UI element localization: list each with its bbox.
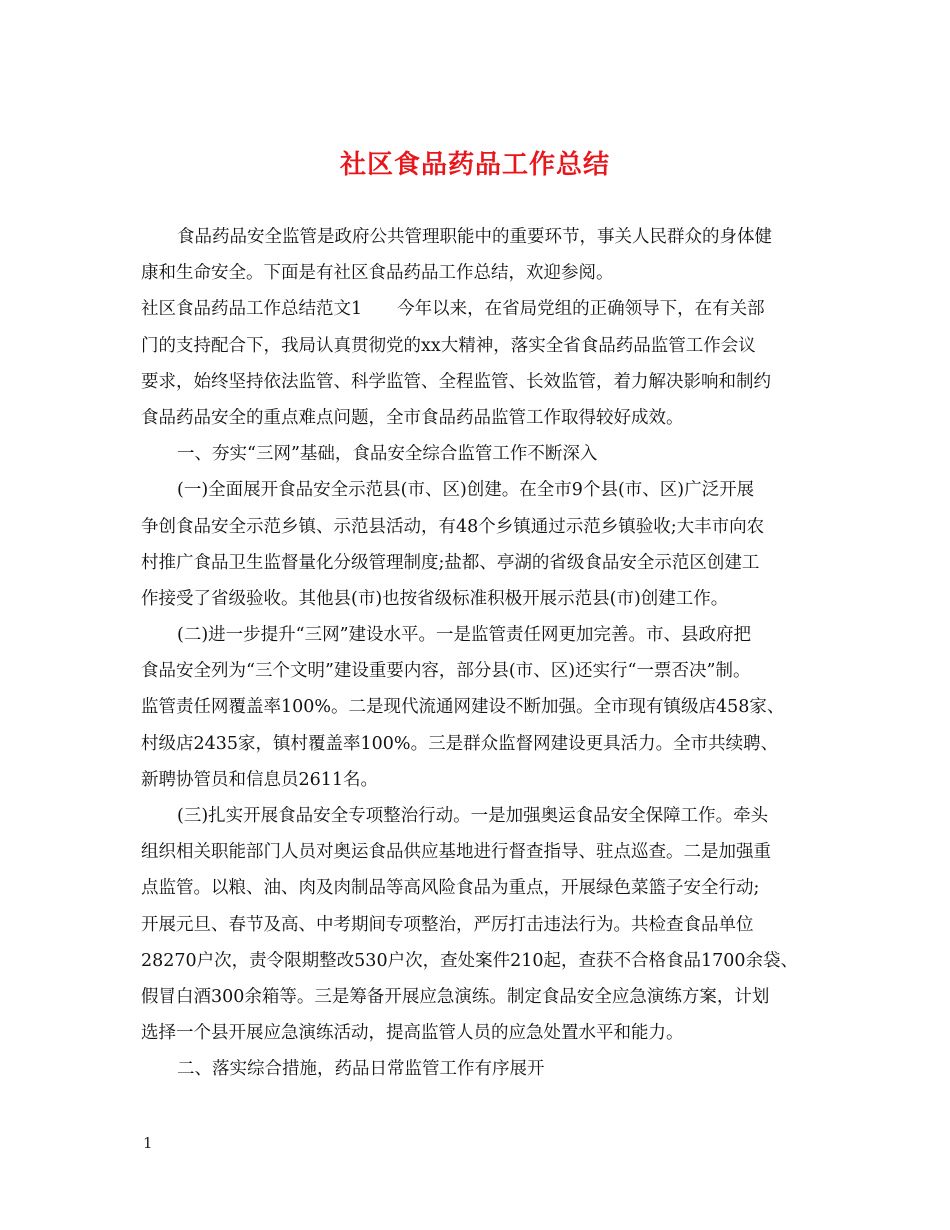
- body-line: 食品安全列为“三个文明”建设重要内容，部分县(市、区)还实行“一票否决”制。: [141, 661, 751, 682]
- document-title: 社区食品药品工作总结: [339, 150, 610, 180]
- body-line: 开展元旦、春节及高、中考期间专项整治，严厉打击违法行为。共检查食品单位: [141, 914, 754, 935]
- body-line: 争创食品安全示范乡镇、示范县活动，有48个乡镇通过示范乡镇验收;大丰市向农: [141, 516, 765, 537]
- body-line: 二、落实综合措施，药品日常监管工作有序展开: [177, 1059, 545, 1080]
- body-line: 门的支持配合下，我局认真贯彻党的xx大精神，落实全省食品药品监管工作会议: [141, 335, 756, 356]
- body-line: 点监管。以粮、油、肉及肉制品等高风险食品为重点，开展绿色菜篮子安全行动;: [141, 878, 760, 899]
- body-line: 监管责任网覆盖率100%。二是现代流通网建设不断加强。全市现有镇级店458家、: [141, 697, 785, 718]
- document-body: [141, 219, 821, 1088]
- body-line: 康和生命安全。下面是有社区食品药品工作总结，欢迎参阅。: [141, 263, 614, 284]
- body-line: (三)扎实开展食品安全专项整治行动。一是加强奥运食品安全保障工作。牵头: [177, 806, 769, 826]
- body-line: 作接受了省级验收。其他县(市)也按省级标准积极开展示范县(市)创建工作。: [141, 588, 729, 609]
- body-line: 食品药品安全监管是政府公共管理职能中的重要环节，事关人民群众的身体健: [177, 227, 772, 247]
- body-line: 村级店2435家，镇村覆盖率100%。三是群众监督网建设更具活力。全市共续聘、: [141, 733, 779, 754]
- body-line: 选择一个县开展应急演练活动，提高监管人员的应急处置水平和能力。: [141, 1023, 684, 1044]
- body-line: 组织相关职能部门人员对奥运食品供应基地进行督查指导、驻点巡查。二是加强重: [141, 842, 771, 863]
- body-line: 一、夯实“三网”基础，食品安全综合监管工作不断深入: [177, 444, 598, 465]
- page-number: 1: [143, 1134, 153, 1152]
- body-line: (二)进一步提升“三网”建设水平。一是监管责任网更加完善。市、县政府把: [177, 625, 752, 646]
- body-line: 要求，始终坚持依法监管、科学监管、全程监管、长效监管，着力解决影响和制约: [141, 371, 771, 392]
- body-line: (一)全面展开食品安全示范县(市、区)创建。在全市9个县(市、区)广泛开展: [177, 480, 755, 501]
- body-line: 假冒白酒300余箱等。三是筹备开展应急演练。制定食品安全应急演练方案，计划: [141, 986, 770, 1007]
- body-line: 社区食品药品工作总结范文1 今年以来，在省局党组的正确领导下，在有关部: [141, 299, 765, 320]
- body-line: 28270户次，责令限期整改530户次，查处案件210起，查获不合格食品1700余袋、: [141, 950, 799, 971]
- body-line: 食品药品安全的重点难点问题，全市食品药品监管工作取得较好成效。: [141, 407, 684, 428]
- body-line: 村推广食品卫生监督量化分级管理制度;盐都、亭湖的省级食品安全示范区创建工: [141, 552, 760, 573]
- body-line: 新聘协管员和信息员2611名。: [141, 769, 379, 790]
